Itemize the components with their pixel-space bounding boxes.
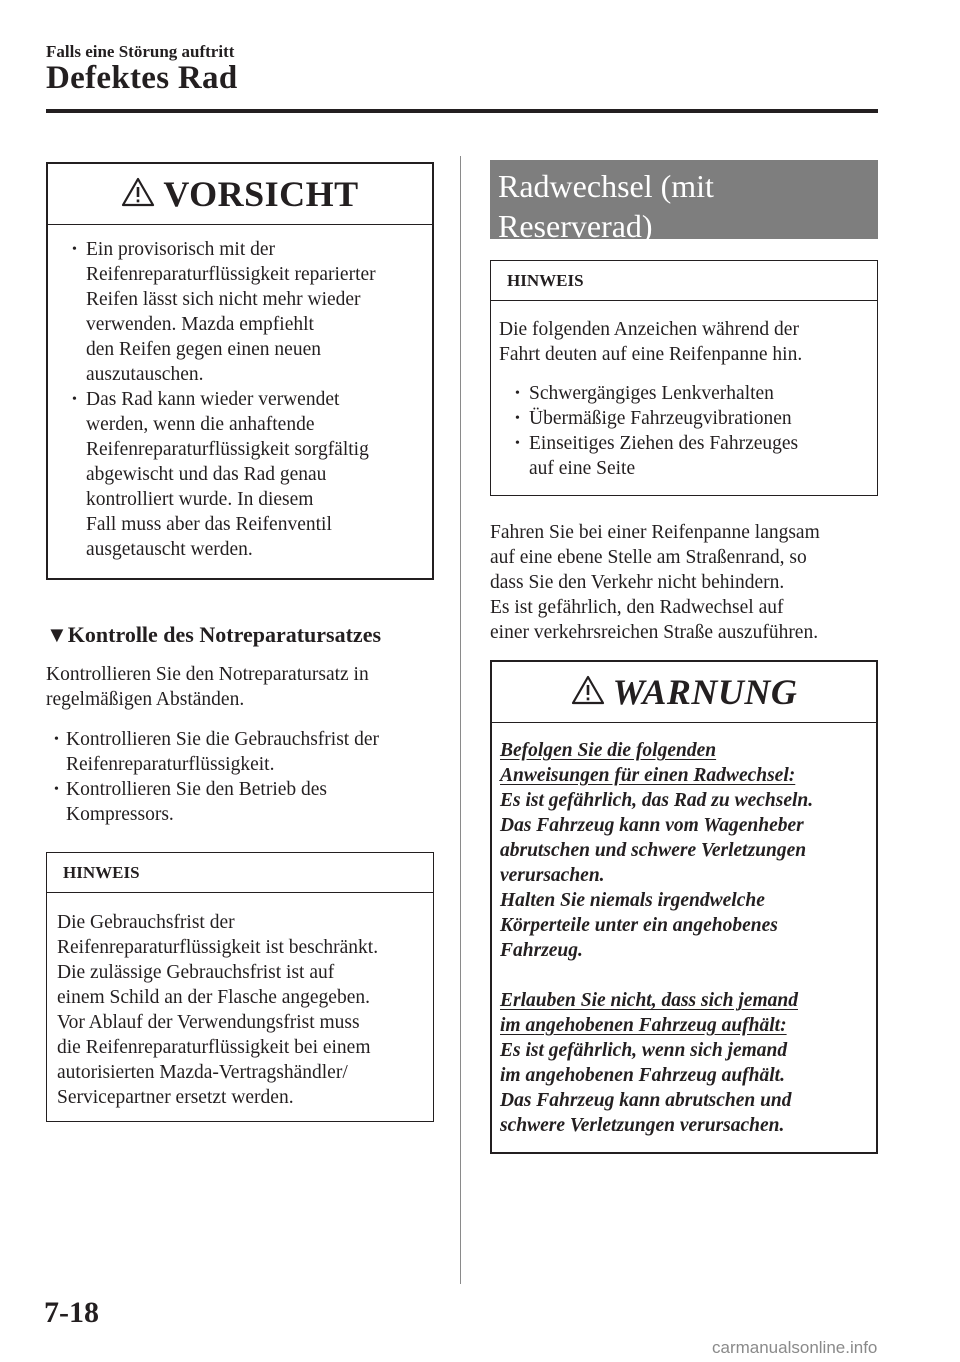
header-rule [46, 109, 878, 113]
note-body: Die folgenden Anzeichen während der Fahrt deuten auf eine Reifenpanne hin. [499, 319, 803, 365]
note-list [491, 367, 877, 481]
warning-body: Befolgen Sie die folgenden Anweisungen für einen Radwechsel: Es ist gefährlich, das Rad zu wechseln. Das Fahrzeug kann vom Wagenheber abrutschen und schwere Verletzungen verursachen. Halten Sie niemals irgendwelche Körperteile unter ein angehobenes Fahrzeug. Erlauben Sie nicht, dass sich jemand im angehobenen Fahrzeug aufhält: Es ist gefährlich, wenn sich jemand im angehobenen Fahrzeug aufhält. Das Fahrzeug kann abrutschen und schwere Verletzungen verursachen. [500, 740, 814, 1136]
caution-box [46, 162, 434, 580]
page-title: Defektes Rad [46, 60, 238, 96]
column-divider [460, 156, 461, 1284]
note-header [491, 261, 877, 301]
page-number: 7-18 [44, 1296, 99, 1329]
caution-body [48, 225, 432, 562]
note-title: HINWEIS [63, 862, 140, 882]
warning-header [492, 662, 876, 723]
note-title: HINWEIS [507, 270, 584, 290]
warning-triangle-icon [121, 177, 155, 212]
list-item: • Einseitiges Ziehen des Fahrzeuges auf eine Seite [491, 431, 877, 481]
list-item: • Ein provisorisch mit der Reifenreparaturflüssigkeit reparierter Reifen lässt sich nicht mehr wieder verwenden. Mazda empfiehlt den Reifen gegen einen neuen auszutauschen. [48, 237, 426, 387]
watermark: carmanualsonline.info [712, 1338, 878, 1357]
list-item: • Kontrollieren Sie die Gebrauchsfrist der Reifenreparaturflüssigkeit. [46, 727, 446, 777]
kontrolle-list [46, 727, 446, 827]
warning-title: WARNUNG [612, 672, 798, 712]
section-banner: Radwechsel (mit Reserverad) [490, 160, 878, 239]
section-label: Falls eine Störung auftritt [46, 42, 235, 61]
caution-header [48, 164, 432, 225]
list-item: • Übermäßige Fahrzeugvibrationen [491, 406, 877, 431]
triangle-down-icon: ▼ [46, 622, 68, 647]
warning-triangle-icon [571, 675, 605, 710]
warning-box [490, 660, 878, 1154]
instruction-paragraph: Fahren Sie bei einer Reifenpanne langsam auf eine ebene Stelle am Straßenrand, so dass Sie den Verkehr nicht behindern. Es ist gefährlich, den Radwechsel auf einer verkehrsreichen Straße auszuführen. [490, 522, 820, 643]
list-item: • Das Rad kann wieder verwendet werden, wenn die anhaftende Reifenreparaturflüssigkeit sorgfältig abgewischt und das Rad genau kontrolliert wurde. In diesem Fall muss aber das Reifenventil ausgetauscht werden. [48, 387, 426, 562]
note-body: Die Gebrauchsfrist der Reifenreparaturflüssigkeit ist beschränkt. Die zulässige Gebrauchsfrist ist auf einem Schild an der Flasche angegeben. Vor Ablauf der Verwendungsfrist muss die Reifenreparaturflüssigkeit bei einem autorisierten Mazda-Vertragshändler/ Servicepartner ersetzt werden. [57, 912, 379, 1108]
list-item: • Schwergängiges Lenkverhalten [491, 381, 877, 406]
caution-title: VORSICHT [163, 174, 359, 214]
note-header [47, 853, 433, 893]
note-box [490, 260, 878, 496]
kontrolle-intro: Kontrollieren Sie den Notreparatursatz in regelmäßigen Abständen. [46, 664, 369, 710]
list-item: • Kontrollieren Sie den Betrieb des Kompressors. [46, 777, 446, 827]
note-box [46, 852, 434, 1122]
subsection-heading: ▼Kontrolle des Notreparatursatzes [46, 622, 382, 647]
